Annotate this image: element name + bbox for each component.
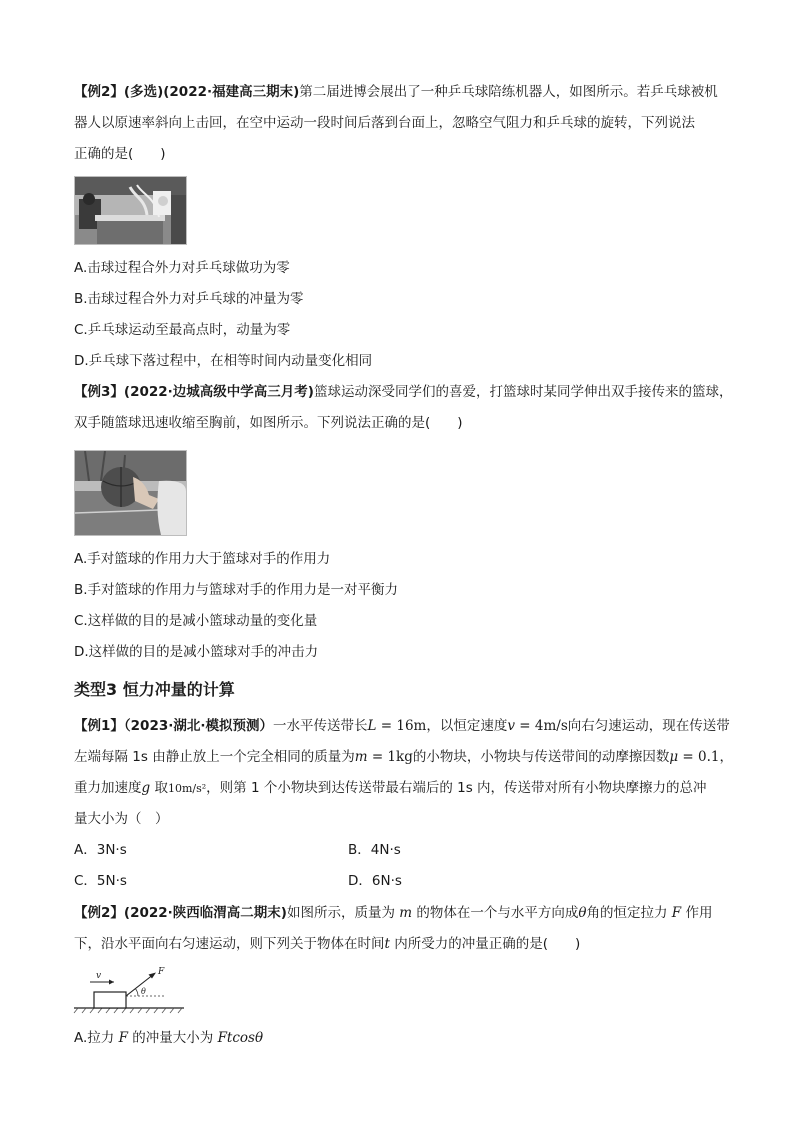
force-label: F	[158, 967, 165, 977]
ex2-line1	[74, 82, 718, 102]
ex2-source: (多选)(2022·福建高三期末)	[123, 84, 300, 100]
ex2-option-c: C.乒乓球运动至最高点时，动量为零	[74, 322, 291, 338]
ex3-option-c: C.这样做的目的是减小篮球动量的变化量	[74, 613, 318, 629]
ex1-option-a: A．3N·s	[74, 842, 127, 858]
ex1-line4: 量大小为（ ）	[74, 811, 169, 827]
ex1-option-c: C．5N·s	[74, 873, 127, 889]
velocity-arrowhead	[109, 980, 114, 985]
ex3-source: (2022·边城高级中学高三月考)	[123, 384, 314, 400]
ex1-line1: 【例1】（2023·湖北·模拟预测）一水平传送带长L = 16m，以恒定速度v = 4m/s向右匀速运动，现在传送带	[74, 718, 730, 734]
ex3-text-1: 篮球运动深受同学们的喜爱，打篮球时某同学伸出双手接传来的篮球，	[313, 384, 733, 400]
ex1-tag: 【例1】	[74, 718, 124, 734]
force-arrow	[126, 974, 154, 996]
ex2-line3: 正确的是( )	[74, 146, 166, 162]
ex3-line2: 双手随篮球迅速收缩至胸前，如图所示。下列说法正确的是( )	[74, 415, 463, 431]
ex2-option-b: B.击球过程合外力对乒乓球的冲量为零	[74, 291, 304, 307]
velocity-label: v	[96, 971, 102, 981]
ex2-line2: 器人以原速率斜向上击回，在空中运动一段时间后落到台面上，忽略空气阻力和乒乓球的旋转，下列说法	[74, 115, 695, 131]
force-diagram	[72, 964, 192, 1014]
robot-photo	[74, 176, 187, 245]
ground-hatching	[74, 1008, 182, 1013]
ex3-option-b: B.手对篮球的作用力与篮球对手的作用力是一对平衡力	[74, 582, 399, 598]
basketball-photo-image	[75, 451, 186, 535]
ex2b-option-a: A.拉力 F 的冲量大小为 Ftcosθ	[74, 1030, 264, 1046]
ex2-tag: 【例2】	[74, 84, 124, 100]
ex1-line3: 重力加速度g 取10m/s²，则第 1 个小物块到达传送带最右端后的 1s 内，传送带对所有小物块摩擦力的总冲	[74, 780, 707, 796]
ex1-source: （2023·湖北·模拟预测）	[123, 718, 273, 734]
ex3-option-a: A.手对篮球的作用力大于篮球对手的作用力	[74, 551, 331, 567]
ex2b-tag: 【例2】	[74, 905, 124, 921]
basketball-photo	[74, 450, 187, 536]
ex3-option-d: D.这样做的目的是减小篮球对手的冲击力	[74, 644, 319, 660]
ex2-text-1: 第二届进博会展出了一种乒乓球陪练机器人，如图所示。若乒乓球被机	[299, 84, 718, 100]
ex3-line1	[74, 382, 732, 402]
block	[94, 992, 126, 1008]
angle-label: θ	[141, 987, 146, 996]
ex2b-line2: 下，沿水平面向右匀速运动，则下列关于物体在时间t 内所受力的冲量正确的是( )	[74, 936, 581, 952]
ex2b-source: (2022·陕西临渭高二期末)	[123, 905, 287, 921]
ex2b-line1: 【例2】(2022·陕西临渭高二期末)如图所示，质量为 m 的物体在一个与水平方向成θ角的恒定拉力 F 作用	[74, 905, 713, 921]
robot-photo-image	[75, 177, 186, 244]
ex3-tag: 【例3】	[74, 384, 124, 400]
ex1-option-b: B．4N·s	[348, 842, 401, 858]
ex2-option-d: D.乒乓球下落过程中，在相等时间内动量变化相同	[74, 353, 373, 369]
ex2-option-a: A.击球过程合外力对乒乓球做功为零	[74, 260, 290, 276]
angle-arc	[136, 989, 139, 996]
ex1-option-d: D．6N·s	[348, 873, 402, 889]
section-heading: 类型3 恒力冲量的计算	[74, 680, 235, 699]
ex1-line2: 左端每隔 1s 由静止放上一个完全相同的质量为m = 1kg的小物块，小物块与传送带间的动摩擦因数μ = 0.1，	[74, 749, 733, 765]
